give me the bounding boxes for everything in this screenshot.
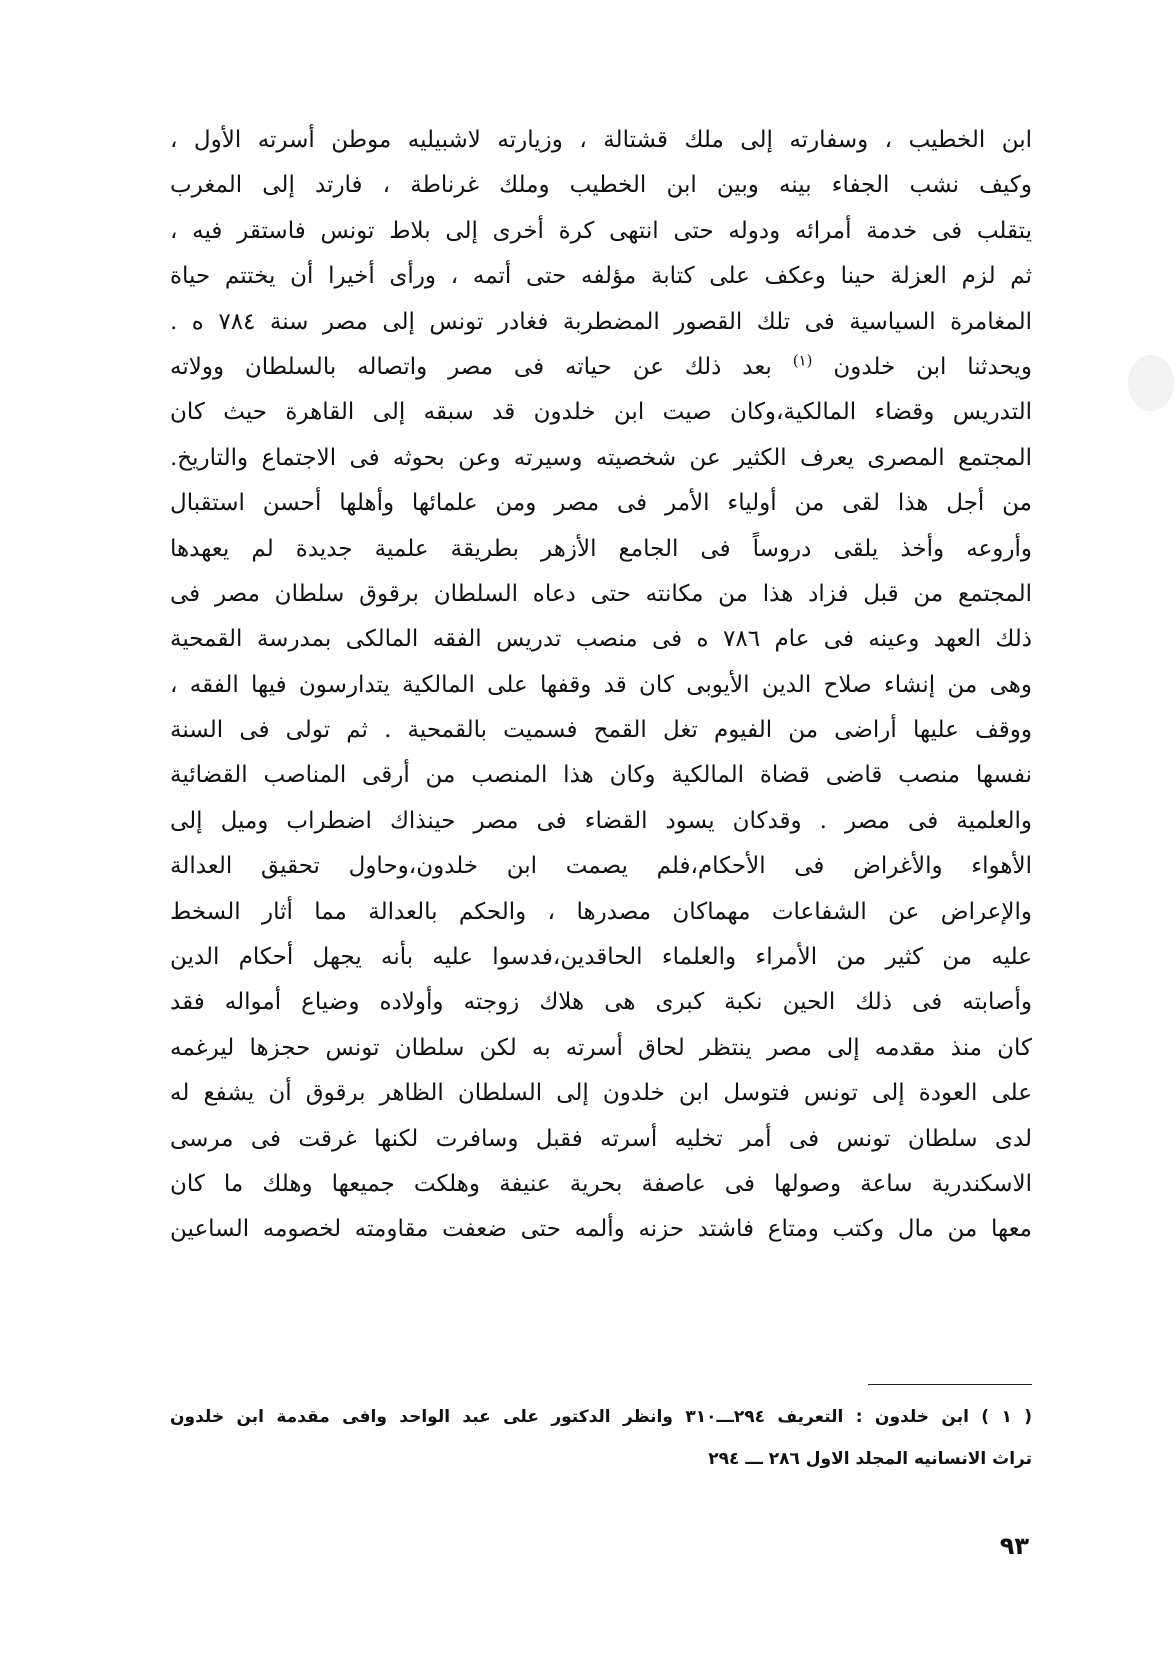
text-line-22: على العودة إلى تونس فتوسل ابن خلدون إلى السلطان الظاهر برقوق أن يشفع له	[170, 1080, 1032, 1107]
body-text	[170, 118, 1032, 1253]
text-line-13: وهى من إنشاء صلاح الدين الأيوبى كان قد وقفها على المالكية يتدارسون فيها الفقه ،	[170, 671, 1032, 698]
text-line-10: وأروعه وأخذ يلقى دروساً فى الجامع الأزهر بطريقة علمية جديدة لم يعهدها	[170, 535, 1032, 562]
text-line-17: الأهواء والأغراض فى الأحكام،فلم يصمت ابن خلدون،وحاول تحقيق العدالة	[170, 853, 1032, 880]
text-line-23: لدى سلطان تونس فى أمر تخليه أسرته فقبل وسافرت لكنها غرقت فى مرسى	[170, 1125, 1032, 1152]
text-line-15: نفسها منصب قاضى قضاة المالكية وكان هذا المنصب من أرقى المناصب القضائية	[170, 762, 1032, 789]
text-line-11: المجتمع من قبل فزاد هذا من مكانته حتى دعاه السلطان برقوق سلطان مصر فى	[170, 580, 1032, 607]
text-line-1: ابن الخطيب ، وسفارته إلى ملك قشتالة ، وزيارته لاشبيليه موطن أسرته الأول ،	[170, 127, 1032, 153]
text-line-4: ثم لزم العزلة حينا وعكف على كتابة مؤلفه حتى أتمه ، ورأى أخيرا أن يختتم حياة	[170, 263, 1032, 290]
text-line-6-start: ويحدثنا ابن خلدون	[833, 353, 1032, 380]
footnotes	[170, 1396, 1032, 1480]
text-line-5: المغامرة السياسية فى تلك القصور المضطربة فغادر تونس إلى مصر سنة ٧٨٤ ه .	[170, 308, 1032, 335]
text-line-25: معها من مال وكتب ومتاع فاشتد حزنه وألمه حتى ضعفت مقاومته لخصومه الساعين	[170, 1216, 1032, 1243]
margin-smudge	[1128, 355, 1174, 411]
text-line-14: ووقف عليها أراضى من الفيوم تغل القمح فسميت بالقمحية . ثم تولى فى السنة	[170, 717, 1032, 744]
footnote-divider	[868, 1384, 1032, 1385]
text-line-12: ذلك العهد وعينه فى عام ٧٨٦ ه فى منصب تدريس الفقه المالكى بمدرسة القمحية	[170, 626, 1032, 653]
text-line-24: الاسكندرية ساعة وصولها فى عاصفة بحرية عنيفة وهلكت جميعها وهلك ما كان	[170, 1170, 1032, 1197]
page-number: ٩٣	[999, 1532, 1029, 1560]
text-line-6-end: بعد ذلك عن حياته فى مصر واتصاله بالسلطان وولاته	[170, 353, 772, 380]
text-line-3: يتقلب فى خدمة أمرائه ودوله حتى انتهى كرة أخرى إلى بلاط تونس فاستقر فيه ،	[170, 217, 1032, 244]
text-line-7: التدريس وقضاء المالكية،وكان صيت ابن خلدون قد سبقه إلى القاهرة حيث كان	[170, 399, 1032, 426]
text-line-9: من أجل هذا لقى من أولياء الأمر فى مصر ومن علمائها وأهلها أحسن استقبال	[170, 490, 1032, 517]
text-line-8: المجتمع المصرى يعرف الكثير عن شخصيته وسيرته وعن بحوثه فى الاجتماع والتاريخ.	[170, 444, 1032, 471]
text-line-6	[170, 345, 1032, 390]
footnote-reference[interactable]: (١)	[792, 351, 813, 370]
footnote-1-continued: تراث الانسانيه المجلد الاول ٢٨٦ ـــ ٢٩٤	[708, 1449, 1032, 1469]
text-line-20: وأصابته فى ذلك الحين نكبة كبرى هى هلاك زوجته وأولاده وضياع أمواله فقد	[170, 989, 1032, 1016]
text-line-16: والعلمية فى مصر . وقدكان يسود القضاء فى مصر حينذاك اضطراب وميل إلى	[170, 807, 1032, 834]
text-line-19: عليه من كثير من الأمراء والعلماء الحاقدين،فدسوا عليه بأنه يجهل أحكام الدين	[170, 944, 1032, 971]
text-line-18: والإعراض عن الشفاعات مهماكان مصدرها ، والحكم بالعدالة مما أثار السخط	[170, 898, 1032, 925]
footnote-1: ( ١ ) ابن خلدون : التعريف ٢٩٤ـــ٣١٠ وانظر الدكتور على عبد الواحد وافى مقدمة ابن خلدون	[170, 1407, 1032, 1427]
text-line-2: وكيف نشب الجفاء بينه وبين ابن الخطيب وملك غرناطة ، فارتد إلى المغرب	[170, 172, 1032, 199]
text-line-21: كان منذ مقدمه إلى مصر ينتظر لحاق أسرته به لكن سلطان تونس حجزها ليرغمه	[170, 1034, 1032, 1061]
